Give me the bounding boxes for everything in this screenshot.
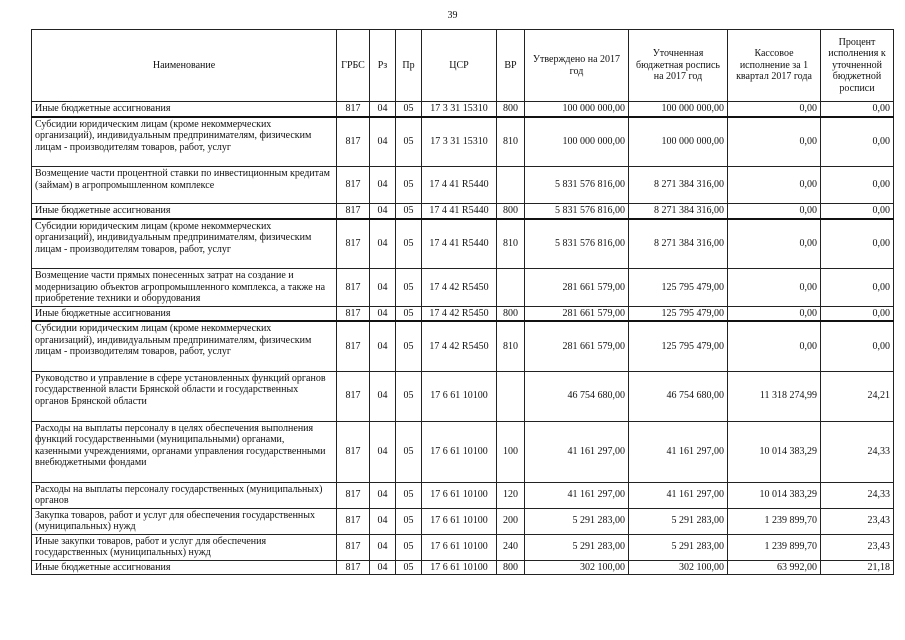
cell-grbs: 817 [337,269,370,307]
cell-approved: 5 831 576 816,00 [525,204,629,219]
cell-cash: 0,00 [728,321,821,371]
cell-vr: 240 [497,534,525,560]
cell-percent: 24,33 [821,421,894,482]
cell-vr: 100 [497,421,525,482]
table-row [32,204,894,219]
cell-approved: 46 754 680,00 [525,371,629,421]
table-row [32,219,894,269]
cell-rz: 04 [370,508,396,534]
cell-revised: 46 754 680,00 [629,371,728,421]
cell-grbs: 817 [337,102,370,117]
cell-percent: 0,00 [821,306,894,321]
cell-csr: 17 6 61 10100 [422,560,497,575]
cell-rz: 04 [370,219,396,269]
header-revised: Уточненная бюджетная роспись на 2017 год [629,30,728,102]
cell-csr: 17 4 42 R5450 [422,321,497,371]
cell-name: Иные бюджетные ассигнования [32,306,337,321]
cell-pr: 05 [396,534,422,560]
cell-rz: 04 [370,371,396,421]
cell-cash: 0,00 [728,167,821,204]
cell-percent: 0,00 [821,219,894,269]
cell-csr: 17 4 41 R5440 [422,204,497,219]
cell-pr: 05 [396,371,422,421]
header-rz: Рз [370,30,396,102]
cell-vr: 810 [497,321,525,371]
cell-pr: 05 [396,204,422,219]
cell-revised: 125 795 479,00 [629,269,728,307]
cell-revised: 302 100,00 [629,560,728,575]
cell-percent: 0,00 [821,167,894,204]
cell-rz: 04 [370,421,396,482]
cell-name: Расходы на выплаты персоналу государственных (муниципальных) органов [32,482,337,508]
cell-csr: 17 3 31 15310 [422,117,497,167]
cell-name: Иные бюджетные ассигнования [32,560,337,575]
cell-grbs: 817 [337,306,370,321]
cell-csr: 17 6 61 10100 [422,508,497,534]
cell-cash: 0,00 [728,219,821,269]
header-vr: ВР [497,30,525,102]
cell-approved: 41 161 297,00 [525,421,629,482]
cell-approved: 281 661 579,00 [525,321,629,371]
cell-vr: 810 [497,117,525,167]
cell-vr: 800 [497,560,525,575]
header-name: Наименование [32,30,337,102]
cell-percent: 21,18 [821,560,894,575]
cell-pr: 05 [396,560,422,575]
cell-percent: 0,00 [821,204,894,219]
cell-rz: 04 [370,102,396,117]
cell-grbs: 817 [337,421,370,482]
cell-percent: 0,00 [821,269,894,307]
cell-grbs: 817 [337,371,370,421]
cell-rz: 04 [370,117,396,167]
cell-pr: 05 [396,306,422,321]
cell-name: Иные бюджетные ассигнования [32,204,337,219]
cell-grbs: 817 [337,508,370,534]
cell-cash: 0,00 [728,204,821,219]
header-csr: ЦСР [422,30,497,102]
header-grbs: ГРБС [337,30,370,102]
cell-rz: 04 [370,534,396,560]
cell-vr [497,269,525,307]
cell-rz: 04 [370,204,396,219]
cell-grbs: 817 [337,560,370,575]
table-row [32,117,894,167]
cell-vr: 810 [497,219,525,269]
cell-revised: 5 291 283,00 [629,534,728,560]
cell-name: Возмещение части процентной ставки по инвестиционным кредитам (займам) в агропромышленном комплексе [32,167,337,204]
cell-name: Расходы на выплаты персоналу в целях обеспечения выполнения функций государственными (муниципальными) органами, казенными учреждениями, органами управления государственными внебюджетными фондами [32,421,337,482]
cell-revised: 41 161 297,00 [629,482,728,508]
cell-revised: 5 291 283,00 [629,508,728,534]
cell-approved: 41 161 297,00 [525,482,629,508]
cell-csr: 17 4 42 R5450 [422,269,497,307]
page-number: 39 [447,10,458,21]
table-row [32,269,894,307]
cell-rz: 04 [370,269,396,307]
header-pr: Пр [396,30,422,102]
cell-cash: 0,00 [728,306,821,321]
cell-rz: 04 [370,560,396,575]
table-row [32,102,894,117]
cell-grbs: 817 [337,534,370,560]
cell-pr: 05 [396,321,422,371]
table-row [32,508,894,534]
header-cash: Кассовое исполнение за 1 квартал 2017 года [728,30,821,102]
cell-cash: 63 992,00 [728,560,821,575]
cell-name: Субсидии юридическим лицам (кроме некоммерческих организаций), индивидуальным предпринимателям, физическим лицам - производителям товаров, работ, услуг [32,219,337,269]
table-row [32,482,894,508]
table-row [32,534,894,560]
table-row [32,421,894,482]
cell-cash: 0,00 [728,269,821,307]
cell-approved: 5 831 576 816,00 [525,219,629,269]
header-percent: Процент исполнения к уточненной бюджетной росписи [821,30,894,102]
cell-percent: 0,00 [821,117,894,167]
cell-percent: 24,21 [821,371,894,421]
cell-pr: 05 [396,421,422,482]
cell-percent: 23,43 [821,508,894,534]
cell-grbs: 817 [337,204,370,219]
cell-name: Иные бюджетные ассигнования [32,102,337,117]
cell-approved: 281 661 579,00 [525,306,629,321]
table-row [32,321,894,371]
cell-rz: 04 [370,306,396,321]
cell-approved: 302 100,00 [525,560,629,575]
cell-percent: 0,00 [821,102,894,117]
cell-rz: 04 [370,167,396,204]
cell-name: Субсидии юридическим лицам (кроме некоммерческих организаций), индивидуальным предпринимателям, физическим лицам - производителям товаров, работ, услуг [32,321,337,371]
table-body [32,102,894,575]
cell-revised: 41 161 297,00 [629,421,728,482]
cell-approved: 100 000 000,00 [525,117,629,167]
cell-approved: 281 661 579,00 [525,269,629,307]
cell-cash: 1 239 899,70 [728,534,821,560]
cell-revised: 8 271 384 316,00 [629,167,728,204]
cell-csr: 17 4 41 R5440 [422,219,497,269]
cell-approved: 5 291 283,00 [525,508,629,534]
cell-csr: 17 6 61 10100 [422,371,497,421]
cell-revised: 125 795 479,00 [629,306,728,321]
cell-vr: 800 [497,204,525,219]
cell-approved: 5 291 283,00 [525,534,629,560]
header-approved: Утверждено на 2017 год [525,30,629,102]
cell-csr: 17 3 31 15310 [422,102,497,117]
cell-name: Возмещение части прямых понесенных затрат на создание и модернизацию объектов агропромышленного комплекса, а также на приобретение техники и оборудования [32,269,337,307]
cell-grbs: 817 [337,321,370,371]
cell-csr: 17 6 61 10100 [422,421,497,482]
cell-revised: 100 000 000,00 [629,102,728,117]
cell-vr: 120 [497,482,525,508]
cell-pr: 05 [396,269,422,307]
cell-pr: 05 [396,482,422,508]
cell-cash: 1 239 899,70 [728,508,821,534]
cell-cash: 10 014 383,29 [728,421,821,482]
table-row [32,167,894,204]
table-row [32,560,894,575]
cell-vr: 200 [497,508,525,534]
cell-pr: 05 [396,167,422,204]
cell-csr: 17 4 41 R5440 [422,167,497,204]
table-row [32,371,894,421]
cell-revised: 8 271 384 316,00 [629,204,728,219]
cell-rz: 04 [370,321,396,371]
cell-cash: 0,00 [728,117,821,167]
table-header-row [32,30,894,102]
cell-name: Субсидии юридическим лицам (кроме некоммерческих организаций), индивидуальным предпринимателям, физическим лицам - производителям товаров, работ, услуг [32,117,337,167]
cell-pr: 05 [396,219,422,269]
cell-pr: 05 [396,117,422,167]
cell-revised: 100 000 000,00 [629,117,728,167]
budget-table [31,29,894,575]
cell-revised: 125 795 479,00 [629,321,728,371]
cell-vr: 800 [497,306,525,321]
cell-revised: 8 271 384 316,00 [629,219,728,269]
cell-grbs: 817 [337,482,370,508]
cell-grbs: 817 [337,219,370,269]
cell-csr: 17 4 42 R5450 [422,306,497,321]
cell-vr [497,167,525,204]
cell-name: Закупка товаров, работ и услуг для обеспечения государственных (муниципальных) нужд [32,508,337,534]
cell-pr: 05 [396,508,422,534]
cell-grbs: 817 [337,117,370,167]
cell-percent: 23,43 [821,534,894,560]
cell-vr [497,371,525,421]
cell-percent: 24,33 [821,482,894,508]
cell-approved: 100 000 000,00 [525,102,629,117]
cell-csr: 17 6 61 10100 [422,482,497,508]
cell-cash: 10 014 383,29 [728,482,821,508]
cell-grbs: 817 [337,167,370,204]
table-row [32,306,894,321]
cell-approved: 5 831 576 816,00 [525,167,629,204]
cell-rz: 04 [370,482,396,508]
cell-cash: 0,00 [728,102,821,117]
cell-csr: 17 6 61 10100 [422,534,497,560]
cell-percent: 0,00 [821,321,894,371]
cell-cash: 11 318 274,99 [728,371,821,421]
cell-name: Иные закупки товаров, работ и услуг для обеспечения государственных (муниципальных) нужд [32,534,337,560]
cell-pr: 05 [396,102,422,117]
cell-name: Руководство и управление в сфере установленных функций органов государственной власти Брянской области и государственных органов Брянской области [32,371,337,421]
cell-vr: 800 [497,102,525,117]
